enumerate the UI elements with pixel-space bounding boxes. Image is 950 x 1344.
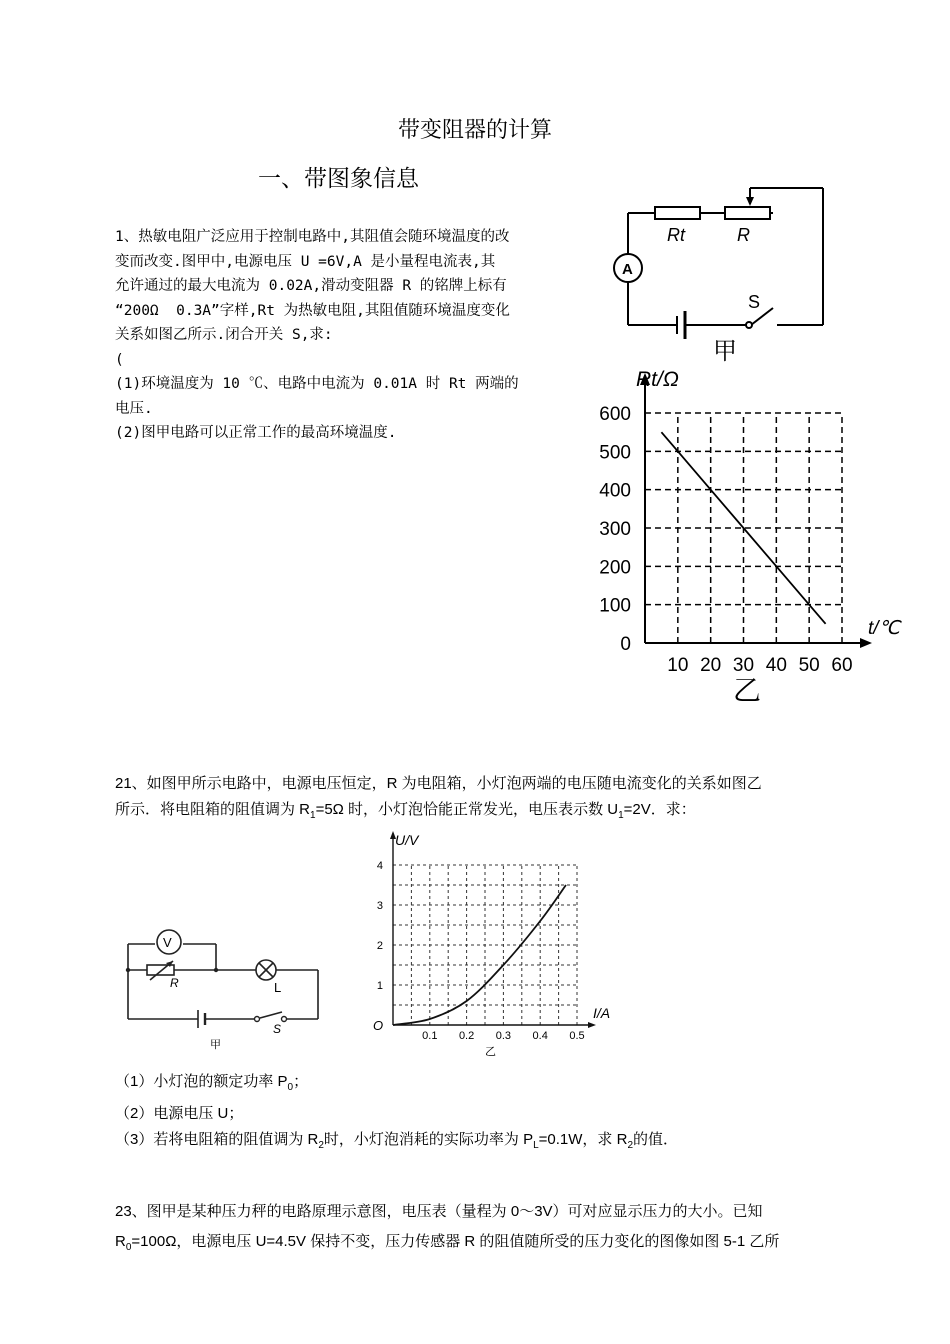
subquestion-1: （1）小灯泡的额定功率 $P_0$； [115,1073,309,1093]
chart-axes [390,831,596,1028]
y-tick-label: 600 [599,404,631,425]
question-1-text [115,225,580,446]
y-tick-label: 400 [599,480,631,502]
y-axis-label: Rt/Ω [636,368,679,391]
x-axis-arrow [860,638,872,648]
q1-line: (1)环境温度为 10 ℃、电路中电流为 0.01A 时 Rt 两端的 [115,376,519,392]
q1-line: 1、热敏电阻广泛应用于控制电路中,其阻值会随环境温度的改 [115,229,510,245]
chart-ticks [599,404,852,676]
x-tick-label: 0.4 [532,1030,548,1042]
x-tick-label: 0.1 [422,1030,438,1042]
y-tick-label: 2 [376,940,383,952]
x-axis-label: t/℃ [868,618,900,639]
q21-circuit-diagram [118,922,328,1052]
figure-caption: 甲 [210,1039,221,1051]
section-heading: 一、带图象信息 [258,166,419,192]
chart-ticks [377,860,585,1042]
y-tick-label: 300 [599,519,631,540]
figure-caption: 甲 [713,338,737,365]
x-tick-label: 60 [831,655,853,676]
subquestion-3: （3）若将电阻箱的阻值调为 $R_2$时，小灯泡消耗的实际功率为 $P_L=0.1W$，求 $R_2$的值． [115,1131,679,1151]
r-label: R [737,225,750,245]
y-tick-label: 200 [599,557,631,579]
y-tick-label: 3 [376,900,383,912]
chart-axes [640,373,872,648]
question-23-text [115,1197,845,1263]
q1-circuit-diagram [605,180,835,365]
q1-line: 关系如图乙所示.闭合开关 S,求: [115,327,333,343]
q23-line: $R_0=100\Omega$，电源电压 U=4.5V 保持不变，压力传感器 R 的阻值随所受的压力变化的图像如图 5-1 乙所 [115,1233,780,1253]
figure-caption: 乙 [485,1046,496,1058]
q23-line: 23、图甲是某种压力秤的电路原理示意图，电压表（量程为 0～3V）可对应显示压力的大小。已知 [115,1203,763,1220]
x-tick-label: 30 [732,655,755,676]
rheostat-r [725,207,770,219]
y-tick-label: 500 [599,442,631,464]
x-tick-label: 0.3 [495,1030,512,1042]
question-21-subquestions [115,1069,845,1159]
q21-uv-chart [365,825,630,1065]
subquestion-2: （2）电源电压 U； [115,1105,244,1122]
q1-line: ( [115,351,124,368]
ammeter-label: A [622,261,633,278]
q21-line: 所示．将电阻箱的阻值调为 $R_1=5\Omega$ 时，小灯泡恰能正常发光，电压表示数 $U_1=2V$．求： [115,801,696,821]
x-tick-label: 40 [765,655,787,676]
figure-caption: 乙 [733,675,762,706]
q1-line: 变而改变.图甲中,电源电压 U =6V,A 是小量程电流表,其 [115,253,496,270]
x-tick-label: 0.5 [569,1030,585,1042]
y-tick-label: 100 [599,595,631,617]
y-tick-label: 4 [376,860,383,872]
voltmeter-label: V [163,935,172,950]
question-21-text [115,771,845,829]
y-tick-label: 1 [376,980,383,992]
q1-line: (2)图甲电路可以正常工作的最高环境温度. [115,425,397,441]
switch-blade [260,1012,282,1018]
thermistor-rt [655,207,700,219]
switch-label: S [273,1022,282,1036]
page-title: 带变阻器的计算 [397,118,552,143]
lamp-label: L [274,980,282,995]
x-tick-label: 50 [798,655,820,676]
origin-label: O [373,1018,384,1033]
x-axis-label: I/A [593,1005,611,1021]
q1-rt-temperature-chart [580,360,910,710]
q1-line: “200Ω 0.3A”字样,Rt 为热敏电阻,其阻值随环境温度变化 [115,302,510,319]
rt-label: Rt [667,225,685,245]
q21-line: 21、如图甲所示电路中，电源电压恒定，R 为电阻箱，小灯泡两端的电压随电流变化的关系如图乙 [115,775,762,792]
r-label: R [170,976,179,990]
y-tick-label: 0 [620,634,631,655]
q1-line: 允许通过的最大电流为 0.02A,滑动变阻器 R 的铭牌上标有 [115,278,507,294]
x-axis-arrow [588,1022,596,1028]
chart-grid [393,865,577,1025]
x-tick-label: 10 [667,655,689,676]
q1-line: 电压. [115,400,153,417]
x-tick-label: 20 [700,655,722,676]
x-tick-label: 0.2 [458,1030,475,1042]
switch-label: S [748,292,761,312]
y-axis-label: U/V [395,832,419,848]
